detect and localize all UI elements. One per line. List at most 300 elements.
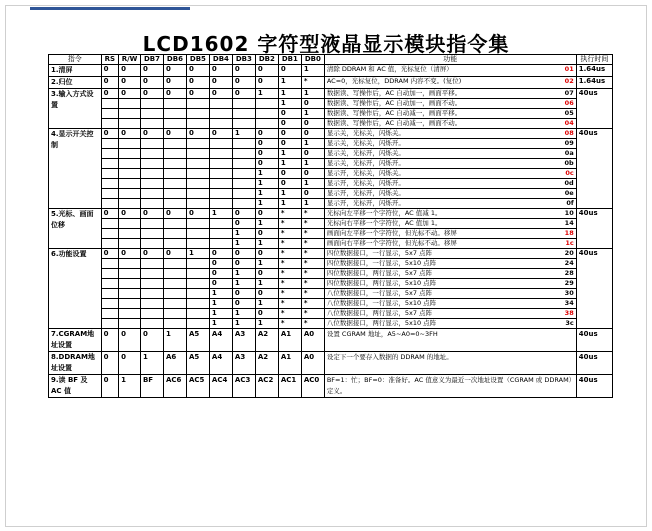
bit-cell xyxy=(119,109,141,119)
bit-cell: 0 xyxy=(209,77,232,89)
column-header: 功能 xyxy=(324,55,576,65)
bit-cell: 0 xyxy=(255,289,278,299)
table-row xyxy=(49,65,613,77)
execution-time: 40us xyxy=(576,89,612,129)
column-header: DB0 xyxy=(301,55,324,65)
bit-cell xyxy=(186,149,209,159)
instruction-name: 8.DDRAM地址设置 xyxy=(49,352,102,375)
column-header: DB2 xyxy=(255,55,278,65)
bit-cell xyxy=(140,149,163,159)
bit-cell xyxy=(119,259,141,269)
bit-cell: 1 xyxy=(209,209,232,219)
bit-cell: BF xyxy=(140,375,163,398)
bit-cell xyxy=(101,309,119,319)
bit-cell: 1 xyxy=(301,89,324,99)
instruction-code: 18 xyxy=(564,229,574,237)
bit-cell: * xyxy=(301,229,324,239)
function-description xyxy=(324,289,576,299)
bit-cell xyxy=(101,239,119,249)
bit-cell: 0 xyxy=(278,169,301,179)
bit-cell xyxy=(186,319,209,329)
table-row xyxy=(49,77,613,89)
function-description xyxy=(324,129,576,139)
bit-cell: AC4 xyxy=(209,375,232,398)
bit-cell: 0 xyxy=(163,209,186,219)
bit-cell: 1 xyxy=(301,199,324,209)
function-description xyxy=(324,159,576,169)
function-description xyxy=(324,229,576,239)
bit-cell xyxy=(186,239,209,249)
execution-time: 40us xyxy=(576,329,612,352)
instruction-code: 0d xyxy=(564,179,574,187)
bit-cell: * xyxy=(278,289,301,299)
bit-cell xyxy=(119,179,141,189)
instruction-code: 05 xyxy=(564,109,574,117)
bit-cell: 1 xyxy=(255,259,278,269)
bit-cell xyxy=(119,229,141,239)
function-text: 显示开，光标关，闪烁开。 xyxy=(326,179,405,187)
bit-cell xyxy=(101,179,119,189)
bit-cell: 0 xyxy=(232,249,255,259)
bit-cell xyxy=(186,199,209,209)
instruction-code: 10 xyxy=(564,209,574,217)
instruction-code: 0f xyxy=(566,199,574,207)
bit-cell: 1 xyxy=(232,239,255,249)
bit-cell: A4 xyxy=(209,352,232,375)
instruction-code: 14 xyxy=(564,219,574,227)
instruction-code: 07 xyxy=(564,89,574,97)
bit-cell xyxy=(119,159,141,169)
table-row xyxy=(49,89,613,99)
function-description xyxy=(324,169,576,179)
bit-cell xyxy=(209,149,232,159)
bit-cell xyxy=(140,199,163,209)
table-header-row xyxy=(49,55,613,65)
bit-cell: 0 xyxy=(301,189,324,199)
bit-cell xyxy=(101,159,119,169)
bit-cell: 0 xyxy=(186,89,209,99)
column-header: 执行时间 xyxy=(576,55,612,65)
bit-cell: 1 xyxy=(255,319,278,329)
function-description xyxy=(324,249,576,259)
bit-cell: 0 xyxy=(119,77,141,89)
bit-cell xyxy=(209,189,232,199)
instruction-name: 1.清屏 xyxy=(49,65,102,77)
bit-cell xyxy=(140,169,163,179)
bit-cell xyxy=(232,179,255,189)
instruction-code: 0a xyxy=(564,149,574,157)
bit-cell: * xyxy=(301,239,324,249)
instruction-code: 24 xyxy=(564,259,574,267)
table-row xyxy=(49,249,613,259)
bit-cell: 0 xyxy=(232,77,255,89)
bit-cell: 1 xyxy=(209,289,232,299)
bit-cell: 0 xyxy=(101,249,119,259)
bit-cell: 0 xyxy=(101,129,119,139)
table-row xyxy=(49,139,613,149)
table-row xyxy=(49,269,613,279)
table-row xyxy=(49,169,613,179)
table-row xyxy=(49,199,613,209)
bit-cell: 1 xyxy=(301,109,324,119)
column-header: DB6 xyxy=(163,55,186,65)
instruction-code: 0e xyxy=(564,189,574,197)
bit-cell: A0 xyxy=(301,329,324,352)
instruction-code: 09 xyxy=(564,139,574,147)
bit-cell: * xyxy=(301,269,324,279)
bit-cell xyxy=(101,319,119,329)
bit-cell: 0 xyxy=(278,65,301,77)
bit-cell xyxy=(209,169,232,179)
bit-cell: * xyxy=(301,279,324,289)
execution-time: 1.64us xyxy=(576,77,612,89)
bit-cell xyxy=(232,159,255,169)
bit-cell: AC6 xyxy=(163,375,186,398)
bit-cell xyxy=(119,309,141,319)
instruction-name: 3.输入方式设置 xyxy=(49,89,102,129)
bit-cell: 0 xyxy=(163,89,186,99)
bit-cell xyxy=(232,149,255,159)
bit-cell: AC5 xyxy=(186,375,209,398)
bit-cell: 0 xyxy=(255,149,278,159)
bit-cell xyxy=(255,119,278,129)
bit-cell: 0 xyxy=(232,89,255,99)
instruction-code: 29 xyxy=(564,279,574,287)
function-text: 显示开，光标关，闪烁关。 xyxy=(326,169,405,177)
table-row xyxy=(49,279,613,289)
function-text: 八位数据接口，一行显示，5x10 点阵 xyxy=(326,299,437,307)
bit-cell xyxy=(119,239,141,249)
table-row xyxy=(49,329,613,352)
bit-cell xyxy=(186,269,209,279)
instruction-code: 06 xyxy=(564,99,574,107)
bit-cell xyxy=(232,119,255,129)
bit-cell: * xyxy=(278,309,301,319)
bit-cell xyxy=(232,139,255,149)
bit-cell: 0 xyxy=(140,77,163,89)
bit-cell xyxy=(209,219,232,229)
bit-cell: 0 xyxy=(255,65,278,77)
bit-cell: 0 xyxy=(255,209,278,219)
bit-cell: 1 xyxy=(232,279,255,289)
function-description xyxy=(324,139,576,149)
bit-cell xyxy=(163,319,186,329)
instruction-name: 5.光标、画面位移 xyxy=(49,209,102,249)
instruction-code: 28 xyxy=(564,269,574,277)
function-description: 设置 CGRAM 地址，A5~A0=0~3FH xyxy=(324,329,576,352)
instruction-name: 6.功能设置 xyxy=(49,249,102,329)
bit-cell: 0 xyxy=(232,299,255,309)
bit-cell xyxy=(255,109,278,119)
bit-cell: A5 xyxy=(186,329,209,352)
function-description xyxy=(324,99,576,109)
function-description xyxy=(324,199,576,209)
bit-cell xyxy=(163,149,186,159)
function-text: 数据读、写操作后，AC 自动加一，画面平移。 xyxy=(326,89,462,97)
bit-cell: 0 xyxy=(255,129,278,139)
bit-cell xyxy=(186,279,209,289)
bit-cell: 0 xyxy=(232,259,255,269)
bit-cell: 0 xyxy=(209,279,232,289)
function-text: 显示关，光标关，闪烁关。 xyxy=(326,129,405,137)
bit-cell: 0 xyxy=(255,77,278,89)
bit-cell xyxy=(119,119,141,129)
bit-cell: 1 xyxy=(301,179,324,189)
bit-cell: 0 xyxy=(209,269,232,279)
bit-cell xyxy=(140,139,163,149)
bit-cell: A3 xyxy=(232,329,255,352)
bit-cell: * xyxy=(278,319,301,329)
bit-cell xyxy=(163,159,186,169)
bit-cell: 1 xyxy=(255,279,278,289)
bit-cell xyxy=(163,269,186,279)
bit-cell: 0 xyxy=(101,375,119,398)
instruction-code: 08 xyxy=(564,129,574,137)
bit-cell: 1 xyxy=(278,189,301,199)
bit-cell xyxy=(163,289,186,299)
bit-cell xyxy=(119,149,141,159)
bit-cell: 0 xyxy=(163,65,186,77)
bit-cell: 0 xyxy=(209,65,232,77)
bit-cell xyxy=(101,119,119,129)
bit-cell xyxy=(232,199,255,209)
bit-cell: 0 xyxy=(278,119,301,129)
bit-cell: * xyxy=(278,219,301,229)
bit-cell: * xyxy=(301,77,324,89)
bit-cell: 0 xyxy=(255,159,278,169)
bit-cell xyxy=(163,299,186,309)
instruction-code: 0b xyxy=(564,159,574,167)
table-row xyxy=(49,159,613,169)
bit-cell xyxy=(255,99,278,109)
bit-cell: AC1 xyxy=(278,375,301,398)
instruction-code: 30 xyxy=(564,289,574,297)
instruction-code: 3c xyxy=(565,319,574,327)
instruction-code: 38 xyxy=(564,309,574,317)
bit-cell xyxy=(163,309,186,319)
function-text: 四位数据接口，两行显示，5x7 点阵 xyxy=(326,269,433,277)
bit-cell: 0 xyxy=(119,89,141,99)
bit-cell: 0 xyxy=(101,89,119,99)
function-description xyxy=(324,309,576,319)
bit-cell: 1 xyxy=(209,309,232,319)
bit-cell xyxy=(232,169,255,179)
instruction-code: 01 xyxy=(564,65,574,73)
bit-cell: 0 xyxy=(101,329,119,352)
bit-cell xyxy=(209,229,232,239)
bit-cell: 0 xyxy=(101,352,119,375)
bit-cell: * xyxy=(301,249,324,259)
bit-cell xyxy=(186,309,209,319)
function-text: 八位数据接口，两行显示，5x10 点阵 xyxy=(326,319,437,327)
bit-cell xyxy=(232,189,255,199)
bit-cell xyxy=(186,159,209,169)
function-text: 八位数据接口，两行显示，5x7 点阵 xyxy=(326,309,433,317)
bit-cell xyxy=(209,99,232,109)
instruction-code: 20 xyxy=(564,249,574,257)
bit-cell xyxy=(140,179,163,189)
table-row xyxy=(49,239,613,249)
function-description xyxy=(324,179,576,189)
function-description xyxy=(324,77,576,89)
bit-cell: 1 xyxy=(278,159,301,169)
function-text: 数据读、写操作后，AC 自动减一，画面不动。 xyxy=(326,119,462,127)
bit-cell xyxy=(186,289,209,299)
bit-cell: 0 xyxy=(163,249,186,259)
bit-cell: 0 xyxy=(209,259,232,269)
function-text: AC=0，光标复位，DDRAM 内容不变。(复位) xyxy=(326,77,462,85)
instruction-code: 04 xyxy=(564,119,574,127)
bit-cell xyxy=(119,199,141,209)
bit-cell: 1 xyxy=(209,299,232,309)
bit-cell xyxy=(140,189,163,199)
bit-cell: 0 xyxy=(278,129,301,139)
bit-cell xyxy=(140,299,163,309)
bit-cell: 0 xyxy=(140,129,163,139)
bit-cell: 0 xyxy=(209,249,232,259)
function-text: 显示关，光标开，闪烁开。 xyxy=(326,159,405,167)
bit-cell: 0 xyxy=(101,65,119,77)
bit-cell xyxy=(163,199,186,209)
bit-cell: 1 xyxy=(278,199,301,209)
bit-cell xyxy=(119,289,141,299)
bit-cell: 1 xyxy=(209,319,232,329)
function-description xyxy=(324,189,576,199)
bit-cell: 1 xyxy=(232,319,255,329)
bit-cell: * xyxy=(278,239,301,249)
bit-cell: 0 xyxy=(140,65,163,77)
bit-cell xyxy=(140,119,163,129)
top-accent-bar xyxy=(30,7,190,10)
bit-cell: 0 xyxy=(209,89,232,99)
bit-cell: 0 xyxy=(119,65,141,77)
bit-cell xyxy=(140,289,163,299)
function-text: 光标向左平移一个字符位，AC 值减 1。 xyxy=(326,209,442,217)
bit-cell xyxy=(119,279,141,289)
bit-cell xyxy=(163,99,186,109)
bit-cell: 0 xyxy=(232,65,255,77)
function-text: 显示关，光标关，闪烁开。 xyxy=(326,139,405,147)
bit-cell: 1 xyxy=(255,89,278,99)
bit-cell xyxy=(119,169,141,179)
column-header: DB5 xyxy=(186,55,209,65)
bit-cell: 1 xyxy=(255,199,278,209)
function-description xyxy=(324,279,576,289)
function-text: 八位数据接口，一行显示，5x7 点阵 xyxy=(326,289,433,297)
instruction-code: 34 xyxy=(564,299,574,307)
bit-cell: 0 xyxy=(140,209,163,219)
bit-cell xyxy=(119,139,141,149)
bit-cell: 0 xyxy=(301,99,324,109)
column-header: 指令 xyxy=(49,55,102,65)
bit-cell xyxy=(140,109,163,119)
bit-cell: 0 xyxy=(119,352,141,375)
bit-cell: * xyxy=(278,229,301,239)
bit-cell: 0 xyxy=(119,209,141,219)
bit-cell: * xyxy=(278,209,301,219)
bit-cell: * xyxy=(278,259,301,269)
function-description xyxy=(324,239,576,249)
function-description xyxy=(324,209,576,219)
table-row xyxy=(49,259,613,269)
table-row xyxy=(49,229,613,239)
instruction-name: 7.CGRAM地址设置 xyxy=(49,329,102,352)
bit-cell xyxy=(163,239,186,249)
bit-cell xyxy=(163,109,186,119)
instruction-name: 4.显示开关控制 xyxy=(49,129,102,209)
bit-cell xyxy=(209,159,232,169)
bit-cell: A1 xyxy=(278,352,301,375)
function-description xyxy=(324,299,576,309)
bit-cell: * xyxy=(278,299,301,309)
bit-cell xyxy=(101,189,119,199)
bit-cell: 1 xyxy=(119,375,141,398)
bit-cell xyxy=(232,99,255,109)
bit-cell: 0 xyxy=(140,329,163,352)
bit-cell xyxy=(186,109,209,119)
instruction-name: 9.读 BF 及 AC 值 xyxy=(49,375,102,398)
function-text: 四位数据接口，一行显示，5x7 点阵 xyxy=(326,249,433,257)
bit-cell xyxy=(101,289,119,299)
bit-cell: AC3 xyxy=(232,375,255,398)
function-description: 设定下一个要存入数据的 DDRAM 的地址。 xyxy=(324,352,576,375)
function-description xyxy=(324,259,576,269)
function-text: 显示关，光标开，闪烁关。 xyxy=(326,149,405,157)
table-row xyxy=(49,289,613,299)
column-header: RS xyxy=(101,55,119,65)
bit-cell xyxy=(163,189,186,199)
bit-cell xyxy=(101,279,119,289)
bit-cell: 0 xyxy=(278,139,301,149)
bit-cell xyxy=(119,299,141,309)
bit-cell xyxy=(101,139,119,149)
bit-cell xyxy=(163,219,186,229)
bit-cell: 0 xyxy=(255,269,278,279)
table-row xyxy=(49,319,613,329)
bit-cell xyxy=(186,119,209,129)
bit-cell: A5 xyxy=(186,352,209,375)
bit-cell: 0 xyxy=(232,289,255,299)
table-row xyxy=(49,179,613,189)
bit-cell xyxy=(209,109,232,119)
bit-cell xyxy=(140,259,163,269)
bit-cell: * xyxy=(301,259,324,269)
function-description xyxy=(324,269,576,279)
function-text: 数据读、写操作后，AC 自动减一，画面平移。 xyxy=(326,109,462,117)
execution-time: 40us xyxy=(576,352,612,375)
bit-cell: 0 xyxy=(140,249,163,259)
bit-cell: A4 xyxy=(209,329,232,352)
bit-cell xyxy=(140,239,163,249)
bit-cell: 1 xyxy=(301,65,324,77)
bit-cell: 0 xyxy=(119,329,141,352)
bit-cell xyxy=(101,199,119,209)
bit-cell xyxy=(163,139,186,149)
bit-cell: 1 xyxy=(278,77,301,89)
function-text: 画面向右平移一个字符位，但光标不动。移屏 xyxy=(326,239,457,247)
function-description xyxy=(324,219,576,229)
bit-cell: 1 xyxy=(255,239,278,249)
bit-cell xyxy=(163,259,186,269)
function-text: 画面向左平移一个字符位，但光标不动。移屏 xyxy=(326,229,457,237)
bit-cell xyxy=(186,99,209,109)
bit-cell xyxy=(140,159,163,169)
bit-cell: 0 xyxy=(101,209,119,219)
bit-cell: 1 xyxy=(301,159,324,169)
bit-cell xyxy=(140,99,163,109)
bit-cell: 1 xyxy=(232,129,255,139)
function-text: 四位数据接口，两行显示，5x10 点阵 xyxy=(326,279,437,287)
